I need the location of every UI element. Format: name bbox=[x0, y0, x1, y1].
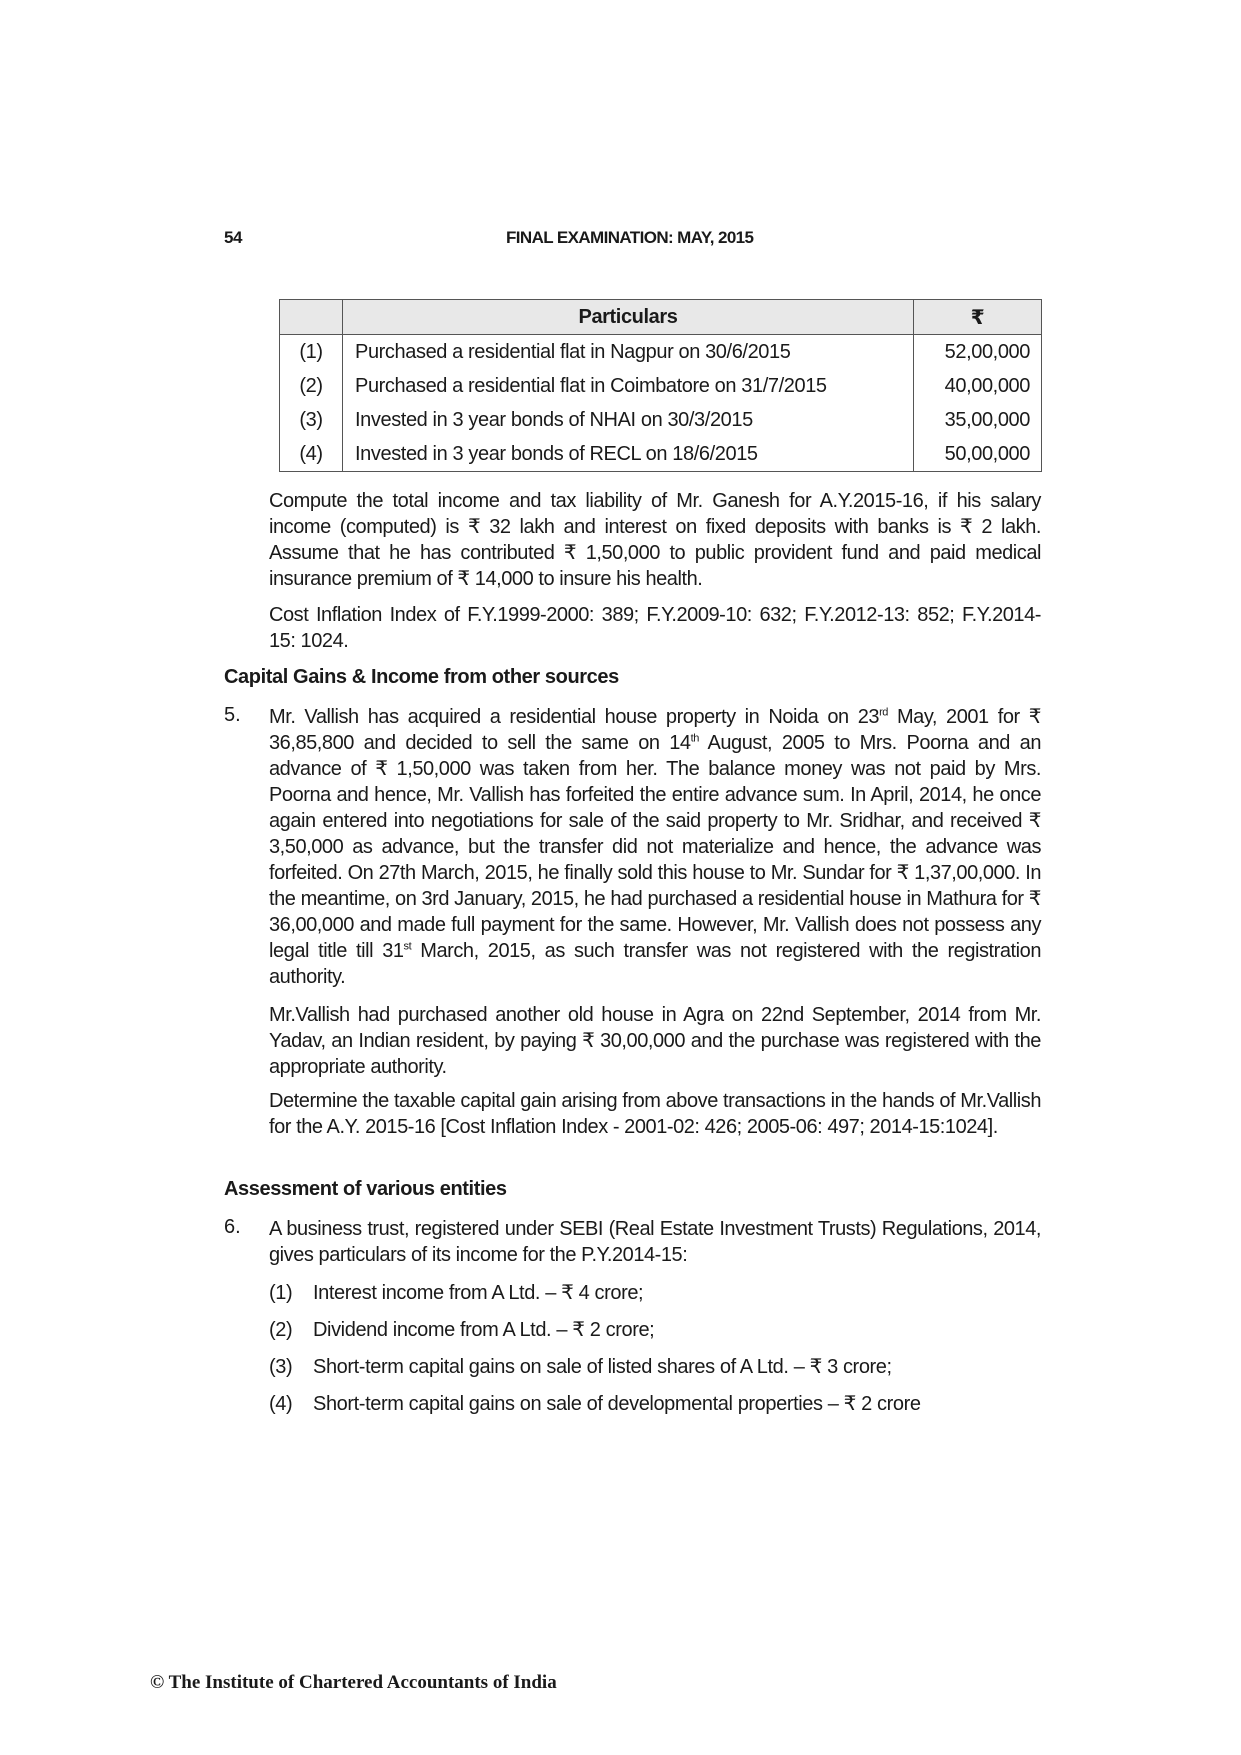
list-item bbox=[269, 1391, 921, 1416]
q5-text-part-d: March, 2015, as such transfer was not registered with the registration authority. bbox=[269, 940, 1041, 988]
list-item bbox=[269, 1317, 654, 1342]
q6-intro: A business trust, registered under SEBI (Real Estate Investment Trusts) Regulations, 2014, gives particulars of its income for the P.Y.2014-15: bbox=[269, 1218, 1041, 1266]
row-number: (2) bbox=[280, 369, 343, 403]
row-number: (3) bbox=[280, 403, 343, 437]
q5-sup-th: th bbox=[690, 732, 699, 745]
table-row bbox=[280, 369, 1042, 403]
q5-paragraph-3: Determine the taxable capital gain arising from above transactions in the hands of Mr.Vallish for the A.Y. 2015-16 [Cost Inflation Index - 2001-02: 426; 2005-06: 497; 2014-15:1024]. bbox=[269, 1090, 1041, 1138]
list-item bbox=[269, 1354, 892, 1379]
row-amount: 50,00,000 bbox=[914, 437, 1042, 472]
q5-sup-st: st bbox=[403, 940, 412, 953]
q4-compute-paragraph: Compute the total income and tax liability of Mr. Ganesh for A.Y.2015-16, if his salary income (computed) is ₹ 32 lakh and interest on fixed deposits with banks is ₹ 2 lakh. Assume that he has contributed ₹ 1,50,000 to public provident fund and paid medical insurance premium of ₹ 14,000 to insure his health. bbox=[269, 490, 1041, 590]
table-row bbox=[280, 335, 1042, 370]
q5-paragraph-1 bbox=[269, 704, 1041, 990]
table-row bbox=[280, 403, 1042, 437]
list-item-text: Dividend income from A Ltd. – ₹ 2 crore; bbox=[313, 1319, 655, 1341]
row-amount: 52,00,000 bbox=[914, 335, 1042, 370]
row-number: (1) bbox=[280, 335, 343, 370]
section-heading-capital-gains: Capital Gains & Income from other sources bbox=[224, 666, 619, 688]
table-header-particulars: Particulars bbox=[343, 300, 914, 335]
row-amount: 40,00,000 bbox=[914, 369, 1042, 403]
question-number-5: 5. bbox=[224, 704, 241, 726]
list-item-number: (1) bbox=[269, 1282, 293, 1304]
table-header-amount: ₹ bbox=[914, 300, 1042, 335]
list-item-number: (4) bbox=[269, 1393, 293, 1415]
q5-sup-rd: rd bbox=[879, 706, 888, 719]
q5-text-part-c: August, 2005 to Mrs. Poorna and an advance of ₹ 1,50,000 was taken from her. The balance money was not paid by Mrs. Poorna and hence, Mr. Vallish has forfeited the entire advance sum. In April, 2014, he once again entered into negotiations for sale of the said property to Mr. Sridhar, and received ₹ 3,50,000 as advance, but the transfer did not materialize and hence, the advance was forfeited. On 27th March, 2015, he finally sold this house to Mr. Sundar for ₹ 1,37,00,000. In the meantime, on 3rd January, 2015, he had purchased a residential house in Mathura for ₹ 36,00,000 and made full payment for the same. However, Mr. Vallish does not possess any legal title till 31 bbox=[269, 732, 1041, 962]
table-row bbox=[280, 437, 1042, 472]
row-number: (4) bbox=[280, 437, 343, 472]
row-particular: Purchased a residential flat in Coimbatore on 31/7/2015 bbox=[343, 369, 914, 403]
section-heading-assessment: Assessment of various entities bbox=[224, 1178, 507, 1200]
footer-copyright: © The Institute of Chartered Accountants of India bbox=[150, 1672, 557, 1693]
table-header-num bbox=[280, 300, 343, 335]
list-item-text: Short-term capital gains on sale of developmental properties – ₹ 2 crore bbox=[313, 1393, 921, 1415]
list-item-text: Interest income from A Ltd. – ₹ 4 crore; bbox=[313, 1282, 644, 1304]
list-item-text: Short-term capital gains on sale of listed shares of A Ltd. – ₹ 3 crore; bbox=[313, 1356, 892, 1378]
investment-table bbox=[279, 299, 1042, 472]
q5-text-part-a: Mr. Vallish has acquired a residential house property in Noida on 23 bbox=[269, 706, 880, 728]
list-item bbox=[269, 1280, 643, 1305]
q5-paragraph-2: Mr.Vallish had purchased another old house in Agra on 22nd September, 2014 from Mr. Yadav, an Indian resident, by paying ₹ 30,00,000 and the purchase was registered with the appropriate authority. bbox=[269, 1004, 1041, 1078]
row-particular: Invested in 3 year bonds of RECL on 18/6/2015 bbox=[343, 437, 914, 472]
table-header-row bbox=[280, 300, 1042, 335]
row-particular: Purchased a residential flat in Nagpur on 30/6/2015 bbox=[343, 335, 914, 370]
row-particular: Invested in 3 year bonds of NHAI on 30/3/2015 bbox=[343, 403, 914, 437]
page-number: 54 bbox=[224, 228, 242, 247]
row-amount: 35,00,000 bbox=[914, 403, 1042, 437]
question-number-6: 6. bbox=[224, 1216, 241, 1238]
q5-text-part-b: May, 2001 for ₹ 36,85,800 and decided to sell the same on 14 bbox=[269, 706, 1041, 754]
page-header-title: FINAL EXAMINATION: MAY, 2015 bbox=[506, 228, 754, 247]
list-item-number: (3) bbox=[269, 1356, 293, 1378]
q4-cii-paragraph: Cost Inflation Index of F.Y.1999-2000: 389; F.Y.2009-10: 632; F.Y.2012-13: 852; F.Y.2014-15: 1024. bbox=[269, 604, 1041, 652]
list-item-number: (2) bbox=[269, 1319, 293, 1341]
